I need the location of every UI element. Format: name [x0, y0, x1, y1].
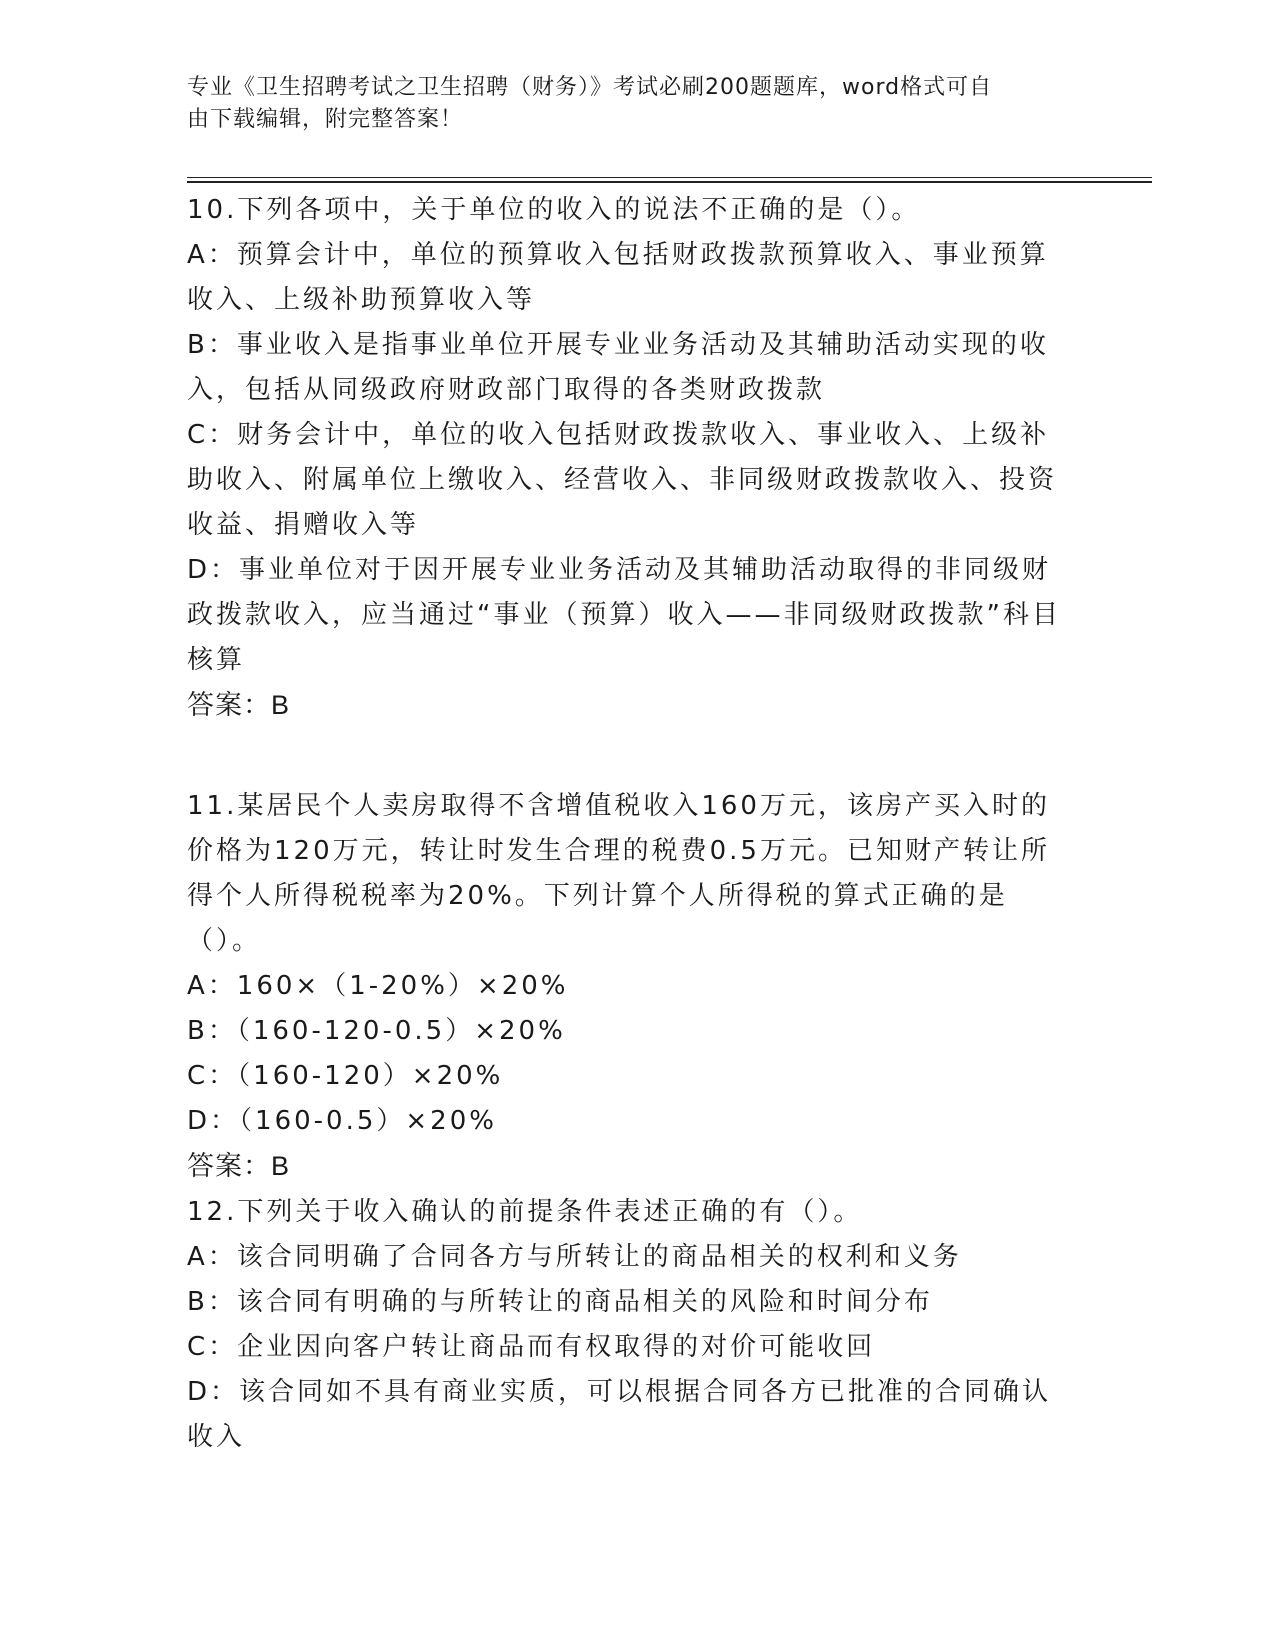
question-text: 11.某居民个人卖房取得不含增值税收入160万元，该房产买入时的价格为120万元，转让时发生合理的税费0.5万元。已知财产转让所得个人所得税税率为20%。下列计算个人所得税的算式正确的是（）。 — [187, 791, 1050, 956]
option-d: D：该合同如不具有商业实质，可以根据合同各方已批准的合同确认收入 — [187, 1377, 1052, 1452]
option-b: B：事业收入是指事业单位开展专业业务活动及其辅助活动实现的收入，包括从同级政府财政部门取得的各类财政拨款 — [187, 330, 1049, 405]
option-c: C：（160-120）×20% — [187, 1061, 504, 1091]
option-a: A：160×（1-20%）×20% — [187, 971, 569, 1001]
option-a: A：该合同明确了合同各方与所转让的商品相关的权利和义务 — [187, 1242, 962, 1272]
document-header — [187, 72, 1067, 136]
option-d: D：事业单位对于因开展专业业务活动及其辅助活动取得的非同级财政拨款收入，应当通过“事业（预算）收入——非同级财政拨款”科目核算 — [187, 555, 1061, 675]
answer-label: 答案： — [187, 1151, 271, 1182]
option-c: C：财务会计中，单位的收入包括财政拨款收入、事业收入、上级补助收入、附属单位上缴收入、经营收入、非同级财政拨款收入、投资收益、捐赠收入等 — [187, 420, 1058, 540]
question-text: 10.下列各项中，关于单位的收入的说法不正确的是（）。 — [187, 195, 921, 225]
question-12 — [187, 1190, 1067, 1460]
answer — [187, 683, 1067, 728]
question-11 — [187, 784, 1067, 1189]
option-b: B：（160-120-0.5）×20% — [187, 1016, 566, 1046]
question-text: 12.下列关于收入确认的前提条件表述正确的有（）。 — [187, 1197, 863, 1227]
option-a: A：预算会计中，单位的预算收入包括财政拨款预算收入、事业预算收入、上级补助预算收入等 — [187, 240, 1049, 315]
answer-value: B — [271, 690, 291, 720]
header-line-1: 专业《卫生招聘考试之卫生招聘（财务）》考试必刷200题题库，word格式可自 — [187, 75, 993, 100]
header-line-2: 由下载编辑，附完整答案！ — [187, 107, 464, 132]
answer-value: B — [271, 1151, 291, 1181]
option-b: B：该合同有明确的与所转让的商品相关的风险和时间分布 — [187, 1287, 933, 1317]
answer-label: 答案： — [187, 690, 271, 721]
header-divider-thick — [187, 181, 1152, 183]
option-c: C：企业因向客户转让商品而有权取得的对价可能收回 — [187, 1332, 876, 1362]
header-divider-thin — [187, 177, 1152, 178]
answer — [187, 1144, 1067, 1189]
question-10 — [187, 188, 1067, 728]
option-d: D：（160-0.5）×20% — [187, 1106, 497, 1136]
